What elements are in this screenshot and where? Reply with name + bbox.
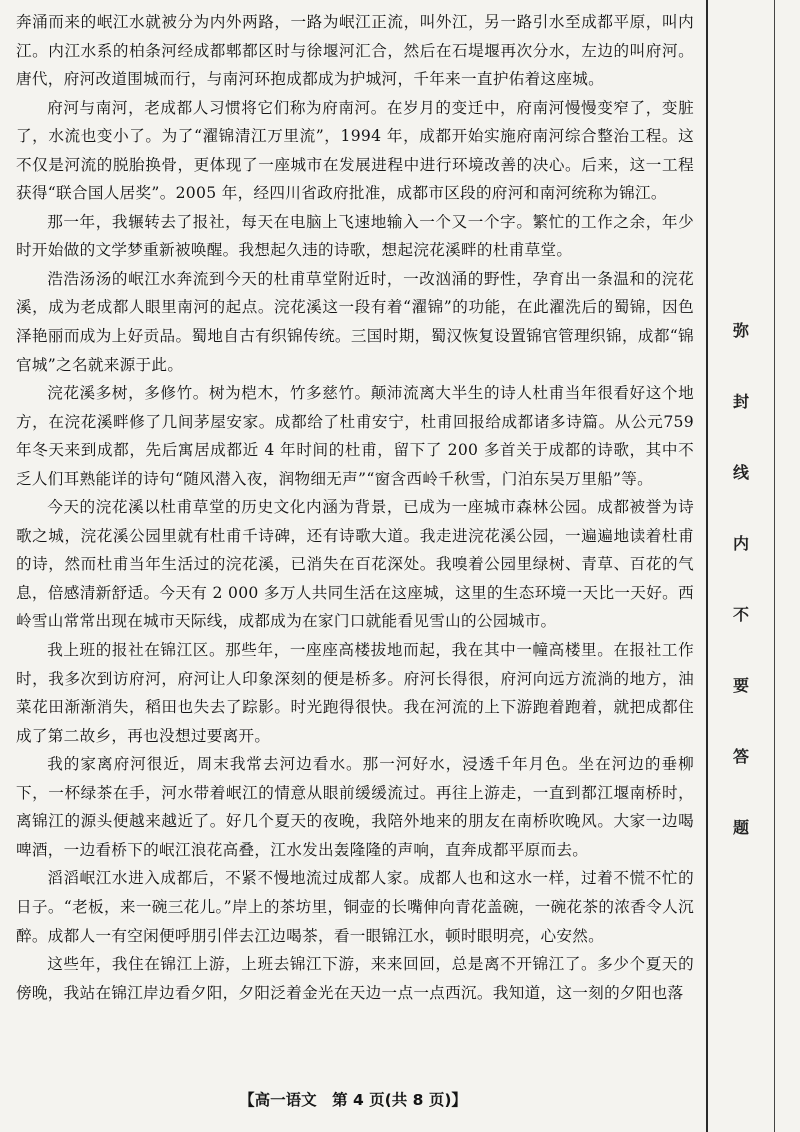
paragraph-10: 这些年，我住在锦江上游，上班去锦江下游，来来回回，总是离不开锦江了。多少个夏天的傍晚，我站在锦江岸边看夕阳，夕阳泛着金光在天边一点一点西沉。我知道，这一刻的夕阳也落 (16, 955, 694, 1002)
seal-char: 不 (732, 605, 749, 624)
paragraph-6: 今天的浣花溪以杜甫草堂的历史文化内涵为背景，已成为一座城市森林公园。成都被誉为诗歌之城，浣花溪公园里就有杜甫千诗碑，还有诗歌大道。我走进浣花溪公园，一遍遍地读着杜甫的诗，然而杜甫当年生活过的浣花溪，已消失在百花深处。我嗅着公园里绿树、青草、百花的气息，倍感清新舒适。今天有 2 000 多万人共同生活在这座城，这里的生态环境一天比一天好。西岭雪山常常出现在城市天际线，成都成为在家门口就能看见雪山的公园城市。 (16, 498, 694, 631)
paragraph-5: 浣花溪多树，多修竹。树为桤木，竹多慈竹。颠沛流离大半生的诗人杜甫当年很看好这个地方，在浣花溪畔修了几间茅屋安家。成都给了杜甫安宁，杜甫回报给成都诸多诗篇。从公元759 年冬天来到成都，先后寓居成都近 4 年时间的杜甫，留下了 200 多首关于成都的诗歌，其中不乏人们耳熟能详的诗句“随风潜入夜，润物细无声”“窗含西岭千秋雪，门泊东吴万里船”等。 (16, 384, 694, 488)
paragraph-4: 浩浩汤汤的岷江水奔流到今天的杜甫草堂附近时，一改汹涌的野性，孕育出一条温和的浣花溪，成为老成都人眼里南河的起点。浣花溪这一段有着“濯锦”的功能，在此濯洗后的蜀锦，因色泽艳丽而成为上好贡品。蜀地自古有织锦传统。三国时期，蜀汉恢复设置锦官管理织锦，成都“锦官城”之名就来源于此。 (16, 269, 694, 374)
paragraph-7: 我上班的报社在锦江区。那些年，一座座高楼拔地而起，我在其中一幢高楼里。在报社工作时，我多次到访府河，府河让人印象深刻的便是桥多。府河长得很，府河向远方流淌的地方，油菜花田渐渐消失，稻田也失去了踪影。时光跑得很快。我在河流的上下游跑着跑着，就把成都住成了第二故乡，再也没想过要离开。 (16, 641, 694, 745)
binding-line (706, 0, 708, 1132)
paragraph-2: 府河与南河，老成都人习惯将它们称为府南河。在岁月的变迁中，府南河慢慢变窄了，变脏了，水流也变小了。为了“濯锦清江万里流”，1994 年，成都开始实施府南河综合整治工程。这不仅是河流的脱胎换骨，更体现了一座城市在发展进程中进行环境改善的决心。后来，这一工程获得“联合国人居奖”。2005 年，经四川省政府批准，成都市区段的府河和南河统称为锦江。 (16, 98, 694, 203)
seal-line-notice (724, 318, 758, 838)
page-footer: 【高一语文 第 4 页(共 8 页)】 (239, 1091, 467, 1109)
paragraph-3: 那一年，我辗转去了报社，每天在电脑上飞速地输入一个又一个字。繁忙的工作之余，年少时开始做的文学梦重新被唤醒。我想起久违的诗歌，想起浣花溪畔的杜甫草堂。 (16, 212, 694, 260)
seal-char: 封 (732, 392, 749, 411)
binding-line-outer (774, 0, 775, 1132)
seal-char: 弥 (732, 321, 749, 340)
paragraph-9: 滔滔岷江水进入成都后，不紧不慢地流过成都人家。成都人也和这水一样，过着不慌不忙的日子。“老板，来一碗三花儿。”岸上的茶坊里，铜壶的长嘴伸向青花盖碗，一碗花茶的浓香令人沉醉。成都人一有空闲便呼朋引伴去江边喝茶，看一眼锦江水，顿时眼明亮，心安然。 (16, 869, 694, 945)
paragraph-8: 我的家离府河很近，周末我常去河边看水。那一河好水，浸透千年月色。坐在河边的垂柳下，一杯绿茶在手，河水带着岷江的情意从眼前缓缓流过。再往上游走，一直到都江堰南桥时，离锦江的源头便越来越近了。好几个夏天的夜晚，我陪外地来的朋友在南桥吹晚风。大家一边喝啤酒，一边看桥下的岷江浪花高叠，江水发出轰隆隆的声响，直奔成都平原而去。 (16, 755, 694, 859)
seal-char: 题 (732, 818, 749, 837)
paragraph-1: 奔涌而来的岷江水就被分为内外两路，一路为岷江正流，叫外江，另一路引水至成都平原，叫内江。内江水系的柏条河经成都郫都区时与徐堰河汇合，然后在石堤堰再次分水，左边的叫府河。唐代，府河改道围城而行，与南河环抱成都成为护城河，千年来一直护佑着这座城。 (16, 13, 694, 89)
seal-char: 要 (732, 676, 749, 695)
seal-char: 线 (732, 463, 749, 482)
seal-char: 答 (732, 747, 749, 766)
seal-char: 内 (732, 534, 749, 553)
article-body (16, 8, 694, 1007)
